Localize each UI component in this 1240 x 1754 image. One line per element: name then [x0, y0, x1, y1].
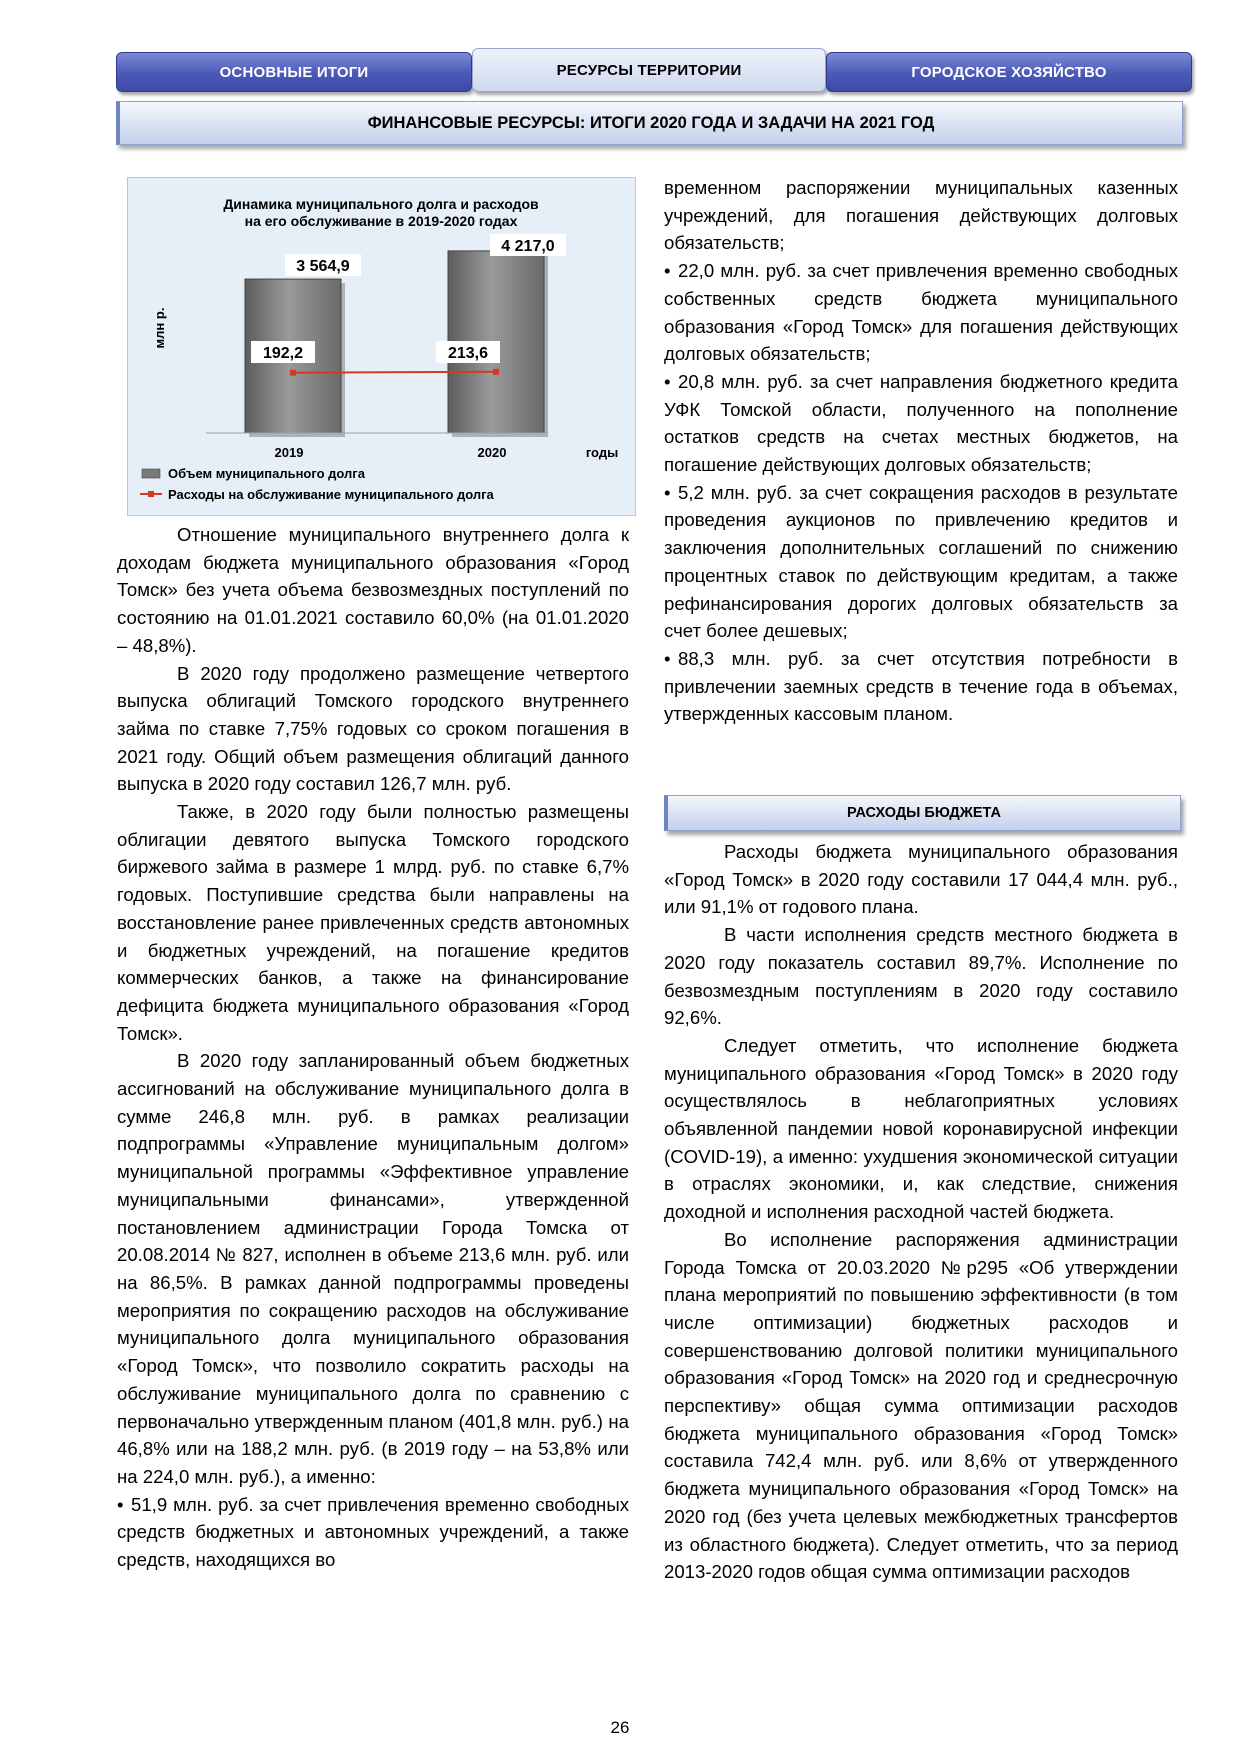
expenses-value-label-2019: 192,2	[262, 345, 304, 362]
left-paragraph-2: В 2020 году продолжено размещение четвертого выпуска облигаций Томского городского внутреннего займа по ставке 7,75% годовых со сроком погашения в 2021 году. Общий объем размещения облигаций данного выпуска в 2020 году составил 126,7 млн. руб.	[117, 662, 629, 795]
tab-city-economy[interactable]: ГОРОДСКОЕ ХОЗЯЙСТВО	[826, 52, 1192, 92]
chart-x-axis-label: годы	[585, 445, 619, 460]
tab-territory-resources[interactable]: РЕСУРСЫ ТЕРРИТОРИИ	[472, 48, 826, 92]
x-tick-label-2020: 2020	[477, 445, 507, 460]
legend-marker-expenses	[148, 491, 154, 497]
right-bullet-5: • 88,3 млн. руб. за счет отсутствия потребности в привлечении заемных средств в течение года в объемах, утвержденных кассовым планом.	[664, 645, 1178, 728]
debt-chart	[127, 177, 636, 516]
right-paragraph-2: В части исполнения средств местного бюджета в 2020 году показатель составил 89,7%. Исполнение по безвозмездным поступлениям в 2020 году составило 92,6%.	[664, 924, 1178, 1029]
left-paragraph-3: Также, в 2020 году были полностью размещены облигации девятого выпуска Томского городского биржевого займа в размере 1 млрд. руб. по ставке 6,7% годовых. Поступившие средства были направлены на восстановление ранее привлеченных средств автономных и бюджетных учреждений, на погашение кредитов коммерческих банков, а также на финансирование дефицита бюджета муниципального образования «Город Томск».	[117, 801, 629, 1044]
expenses-point-2020	[493, 369, 499, 375]
right-column-top	[664, 174, 1178, 728]
right-bullet-3: • 20,8 млн. руб. за счет направления бюджетного кредита УФК Томской области, полученного на пополнение остатков средств на счетах местных бюджетов, на погашение действующих долговых обязательств;	[664, 368, 1178, 479]
expenses-point-2019	[290, 370, 296, 376]
right-bullet-4: • 5,2 млн. руб. за счет сокращения расходов в результате проведения аукционов по привлечению кредитов и заключения дополнительных соглашений по снижению процентных ставок по действующим кредитам, а также рефинансирования дорогих долговых обязательств за счет более дешевых;	[664, 479, 1178, 645]
legend-label-debt: Объем муниципального долга	[168, 466, 365, 481]
bar-value-label-2020: 4 217,0	[501, 238, 555, 255]
x-tick-label-2019: 2019	[274, 445, 304, 460]
left-bullet-1: • 51,9 млн. руб. за счет привлечения временно свободных средств бюджетных и автономных учреждений, а также средств, находящихся во	[117, 1491, 629, 1574]
left-paragraph-1: Отношение муниципального внутреннего долга к доходам бюджета муниципального образования «Город Томск» без учета объема безвозмездных поступлений по состоянию на 01.01.2021 составило 60,0% (на 01.01.2020 – 48,8%).	[117, 524, 629, 656]
chart-plot-area	[245, 234, 566, 460]
expenses-line	[293, 372, 496, 373]
right-bullet-1-continued: временном распоряжении муниципальных казенных учреждений, для погашения действующих долговых обязательств;	[664, 177, 1178, 254]
chart-canvas	[128, 178, 635, 515]
right-paragraph-1: Расходы бюджета муниципального образования «Город Томск» в 2020 году составили 17 044,4 млн. руб., или 91,1% от годового плана.	[664, 841, 1178, 918]
left-column	[117, 521, 629, 1574]
right-paragraph-4: Во исполнение распоряжения администрации Города Томска от 20.03.2020 №р295 «Об утверждении плана мероприятий по повышению эффективности (в том числе оптимизации) бюджетных расходов и совершенствованию долговой политики муниципального образования «Город Томск» на 2020 год и среднесрочную перспективу» общая сумма оптимизации расходов бюджета муниципального образования «Город Томск» составила 742,4 млн. руб. или 8,6% от утвержденного бюджета муниципального образования «Город Томск» на 2020 год (без учета целевых межбюджетных трансфертов из областного бюджета). Следует отметить, что за период 2013-2020 годов общая сумма оптимизации расходов	[664, 1228, 1178, 1583]
right-bullet-2: • 22,0 млн. руб. за счет привлечения временно свободных собственных средств бюджета муниципального образования «Город Томск» для погашения действующих долговых обязательств;	[664, 257, 1178, 368]
budget-expenses-heading: РАСХОДЫ БЮДЖЕТА	[664, 795, 1181, 831]
section-title: ФИНАНСОВЫЕ РЕСУРСЫ: ИТОГИ 2020 ГОДА И ЗАДАЧИ НА 2021 ГОД	[116, 101, 1183, 145]
section-tab-bar	[116, 52, 1192, 94]
bullet-icon: •	[664, 370, 671, 392]
right-column-bottom	[664, 838, 1178, 1586]
expenses-value-label-2020: 213,6	[447, 345, 489, 362]
left-paragraph-4: В 2020 году запланированный объем бюджетных ассигнований на обслуживание муниципального долга в сумме 246,8 млн. руб. в рамках реализации подпрограммы «Управление муниципальным долгом» муниципальной программы «Эффективное управление муниципальными финансами», утвержденной постановлением администрации Города Томска от 20.08.2014 № 827, исполнен в объеме 213,6 млн. руб. или на 86,5%. В рамках данной подпрограммы проведены мероприятия по сокращению расходов на обслуживание муниципального долга муниципального образования «Город Томск», что позволило сократить расходы на обслуживание муниципального долга по сравнению с первоначально утвержденным планом (401,8 млн. руб.) на 46,8% или на 188,2 млн. руб. (в 2019 году – на 53,8% или на 224,0 млн. руб.), а именно:	[117, 1050, 629, 1487]
tab-main-results[interactable]: ОСНОВНЫЕ ИТОГИ	[116, 52, 472, 92]
bar-value-label-2019: 3 564,9	[296, 258, 350, 275]
chart-legend	[140, 466, 495, 502]
legend-label-expenses: Расходы на обслуживание муниципального долга	[168, 487, 494, 502]
right-paragraph-3: Следует отметить, что исполнение бюджета муниципального образования «Город Томск» в 2020 году осуществлялось в неблагоприятных условиях объявленной пандемии новой коронавирусной инфекции (COVID-19), а именно: ухудшения экономической ситуации в отраслях экономики, и, как следствие, снижения доходной и исполнения расходной частей бюджета.	[664, 1034, 1178, 1223]
bullet-icon: •	[117, 1493, 124, 1515]
page-number: 26	[610, 1718, 630, 1737]
legend-swatch-debt	[142, 469, 160, 478]
chart-title-line2: на его обслуживание в 2019-2020 годах	[244, 213, 518, 229]
chart-title-line1: Динамика муниципального долга и расходов	[223, 196, 539, 212]
bullet-icon: •	[664, 481, 671, 503]
chart-y-axis-label: млн р.	[152, 307, 167, 349]
bullet-icon: •	[664, 647, 671, 669]
bullet-icon: •	[664, 260, 671, 282]
